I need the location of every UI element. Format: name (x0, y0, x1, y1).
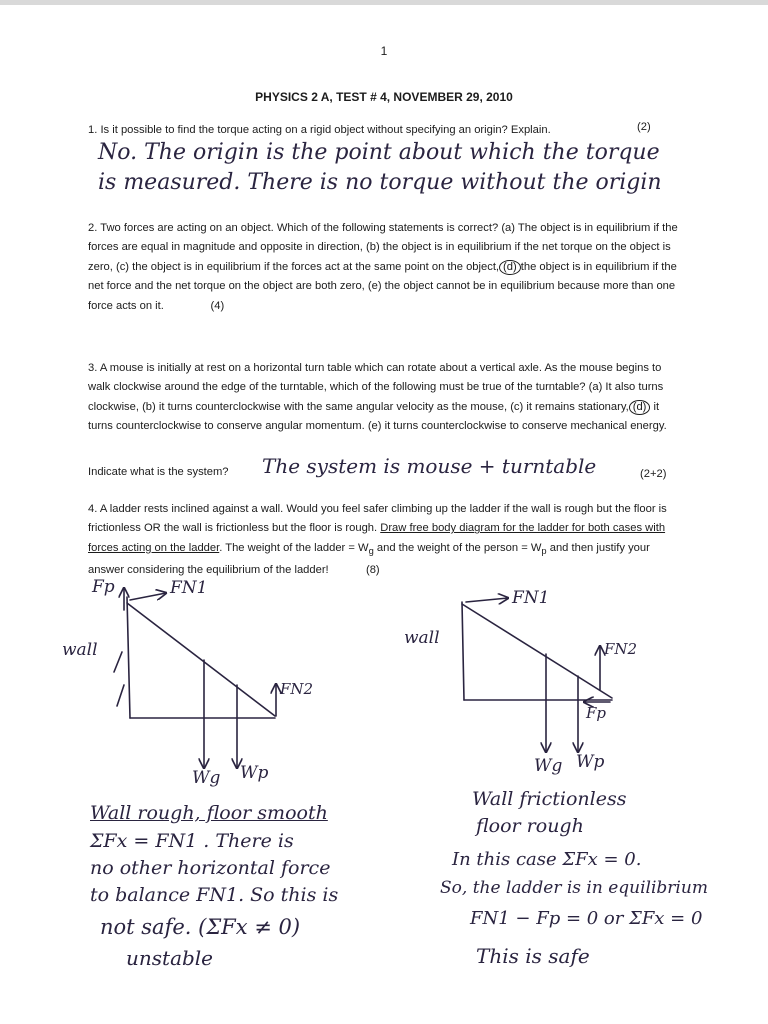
question-1-points: (2) (637, 121, 651, 133)
left-note-5: not safe. (ΣFx ≠ 0) (100, 915, 301, 939)
left-label-wall: wall (62, 640, 98, 660)
question-4-text-2: . The weight of the ladder = W (219, 541, 369, 554)
test-title: PHYSICS 2 A, TEST # 4, NOVEMBER 29, 2010 (255, 90, 513, 104)
question-2-points: (4) (210, 299, 225, 312)
left-note-3: no other horizontal force (90, 857, 331, 879)
question-4-underlined-text: Draw free body diagram for the ladder for both cases with forces acting on the ladder (88, 522, 666, 554)
question-4-text-4: and then justify your answer considering the equilibrium of the ladder! (88, 541, 650, 577)
right-wall-line (462, 602, 464, 700)
question-3-text-after: it turns counterclockwise to conserve angular momentum. (e) it turns counterclockwise to conserve mechanical energy. (88, 400, 667, 433)
left-note-4: to balance FN1. So this is (90, 884, 339, 906)
left-ladder-line (127, 603, 275, 716)
left-note-2: ΣFx = FN1 . There is (90, 830, 294, 852)
right-note-1: Wall frictionless (472, 788, 627, 810)
left-note-1: Wall rough, floor smooth (90, 802, 328, 824)
question-4-points: (8) (365, 564, 380, 577)
question-3-circled-choice: (d) (629, 400, 651, 415)
right-label-fn2: FN2 (604, 640, 638, 658)
left-label-fn1: FN1 (170, 578, 208, 598)
question-4-sub-g: g (368, 546, 374, 557)
question-3-text-before: 3. A mouse is initially at rest on a horizontal turn table which can rotate about a vertical axle. As the mouse begins to walk clockwise around the edge of the turntable, which of the following must be true of the turntable? (a) It also turns clockwise, (b) it turns counterclockwise with the same angular velocity as the mouse, (c) it remains stationary, (88, 362, 664, 413)
right-label-wp: Wp (576, 752, 605, 772)
right-label-wg: Wg (534, 756, 563, 776)
right-note-3: In this case ΣFx = 0. (452, 849, 642, 870)
right-note-5: FN1 − Fp = 0 or ΣFx = 0 (470, 908, 703, 929)
question-2-text-after: the object is in equilibrium if the net force and the net torque on the object are both zero, (e) the object cannot be in equilibrium because more than one force acts on it. (88, 260, 677, 312)
question-4-text-1: 4. A ladder rests inclined against a wall. Would you feel safer climbing up the ladder if the wall is rough but the floor is frictionless OR the wall is frictionless but the floor is rough. (88, 503, 667, 535)
question-2-circled-choice: (d) (499, 260, 521, 275)
left-wall-hatch-2 (117, 685, 124, 706)
page-number: 1 (380, 44, 388, 58)
right-ladder-line (462, 604, 612, 698)
right-note-2: floor rough (476, 815, 584, 837)
question-4-sub-p: p (541, 546, 547, 557)
left-label-wg: Wg (192, 768, 221, 788)
question-1-text: 1. Is it possible to find the torque acting on a rigid object without specifying an origin? Explain. (88, 124, 551, 136)
left-label-fp: Fp (92, 577, 115, 597)
right-label-fp: Fp (586, 704, 607, 722)
left-note-6: unstable (126, 946, 214, 970)
question-3-answer: The system is mouse + turntable (262, 454, 597, 478)
question-4-text-3: and the weight of the person = W (373, 541, 542, 554)
right-label-wall: wall (404, 628, 440, 648)
question-3-indicate: Indicate what is the system? (88, 466, 229, 478)
question-3-points: (2+2) (640, 468, 667, 480)
right-label-fn1: FN1 (512, 588, 550, 608)
question-2-text-before: 2. Two forces are acting on an object. Which of the following statements is correct? (a) The object is in equilibrium if the forces are equal in magnitude and opposite in direction, (b) the object is in equilibrium if the net torque on the object is zero, (c) the object is in equilibrium if the forces act at the same point on the object, (88, 222, 678, 273)
right-note-4: So, the ladder is in equilibrium (440, 878, 708, 898)
question-1-answer-line-1: No. The origin is the point about which the torque (98, 140, 660, 165)
left-label-wp: Wp (240, 763, 269, 783)
question-1-answer-line-2: is measured. There is no torque without the origin (98, 170, 662, 195)
right-fn1-arrow (466, 598, 508, 602)
left-fn1-arrow (130, 593, 166, 600)
right-note-6: This is safe (476, 944, 590, 968)
left-wall-line (127, 597, 130, 718)
left-label-fn2: FN2 (280, 680, 314, 698)
left-wall-hatch-1 (114, 652, 122, 672)
